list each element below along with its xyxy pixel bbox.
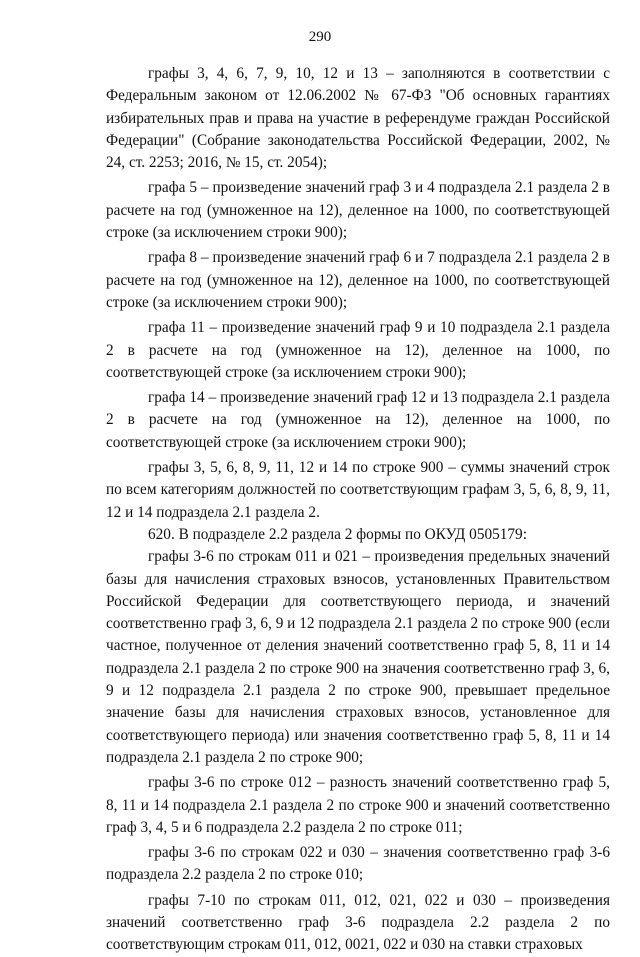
paragraph-column-5: графа 5 – произведение значений граф 3 и 4 подраздела 2.1 раздела 2 в расчете на год (умноженное на 12), деленное на 1000, по соответствующей строке (за исключением строки 900); [106, 179, 610, 242]
paragraph-column-14: графа 14 – произведение значений граф 12 и 13 подраздела 2.1 раздела 2 в расчете на год (умноженное на 12), деленное на 1000, по соответствующей строке (за исключением строки 900); [106, 389, 610, 451]
paragraph-rows-011-021: графы 3-6 по строкам 011 и 021 – произведения предельных значений базы для начисления страховых взносов, установленных Правительством Российской Федерации для соответствующего периода, и значений соответственно граф 3, 6, 9 и 12 подраздела 2.1 раздела 2 по строке 900 (если частное, полученное от деления значений соответственно граф 5, 8, 11 и 14 подраздела 2.1 раздела 2 по строке 900 на значения соответственно граф 3, 6, 9 и 12 подраздела 2.1 раздела 2 по строке 900, превышает предельное значение базы для начисления страховых взносов, установленное для соответствующего периода) или значения соответственно граф 5, 8, 11 и 14 подраздела 2.1 раздела 2 по строке 900; [106, 548, 610, 766]
document-body [106, 63, 610, 957]
paragraph-column-11: графа 11 – произведение значений граф 9 и 10 подраздела 2.1 раздела 2 в расчете на год (умноженное на 12), деленное на 1000, по соответствующей строке (за исключением строки 900); [106, 319, 610, 381]
paragraph-rows-022-030: графы 3-6 по строкам 022 и 030 – значения соответственно граф 3-6 подраздела 2.2 раздела 2 по строке 010; [106, 844, 610, 884]
paragraph-row-900-sums: графы 3, 5, 6, 8, 9, 11, 12 и 14 по строке 900 – суммы значений строк по всем категориям должностей по соответствующим графам 3, 5, 6, 8, 9, 11, 12 и 14 подраздела 2.1 раздела 2. [106, 459, 610, 521]
page-number: 290 [308, 29, 332, 45]
paragraph-column-8: графа 8 – произведение значений граф 6 и 7 подраздела 2.1 раздела 2 в расчете на год (умноженное на 12), деленное на 1000, по соответствующей строке (за исключением строки 900); [106, 249, 610, 311]
paragraph-row-012: графы 3-6 по строке 012 – разность значений соответственно граф 5, 8, 11 и 14 подраздела 2.1 раздела 2 по строке 900 и значений соответственно граф 3, 4, 5 и 6 подраздела 2.2 раздела 2 по строке 011; [106, 774, 610, 836]
paragraph-columns-3-13-law: графы 3, 4, 6, 7, 9, 10, 12 и 13 – заполняются в соответствии с Федеральным законом от 12.06.2002 № 67-ФЗ "Об основных гарантиях избирательных прав и права на участие в референдуме граждан Российской Федерации" (Собрание законодательства Российской Федерации, 2002, № 24, ст. 2253; 2016, № 15, ст. 2054); [106, 65, 610, 172]
paragraph-columns-7-10: графы 7-10 по строкам 011, 012, 021, 022 и 030 – произведения значений соответственно граф 3-6 подраздела 2.2 раздела 2 по соответствующим строкам 011, 012, 0021, 022 и 030 на ставки страховых [106, 891, 610, 954]
paragraph-item-620: 620. В подразделе 2.2 раздела 2 формы по ОКУД 0505179: [148, 525, 527, 543]
